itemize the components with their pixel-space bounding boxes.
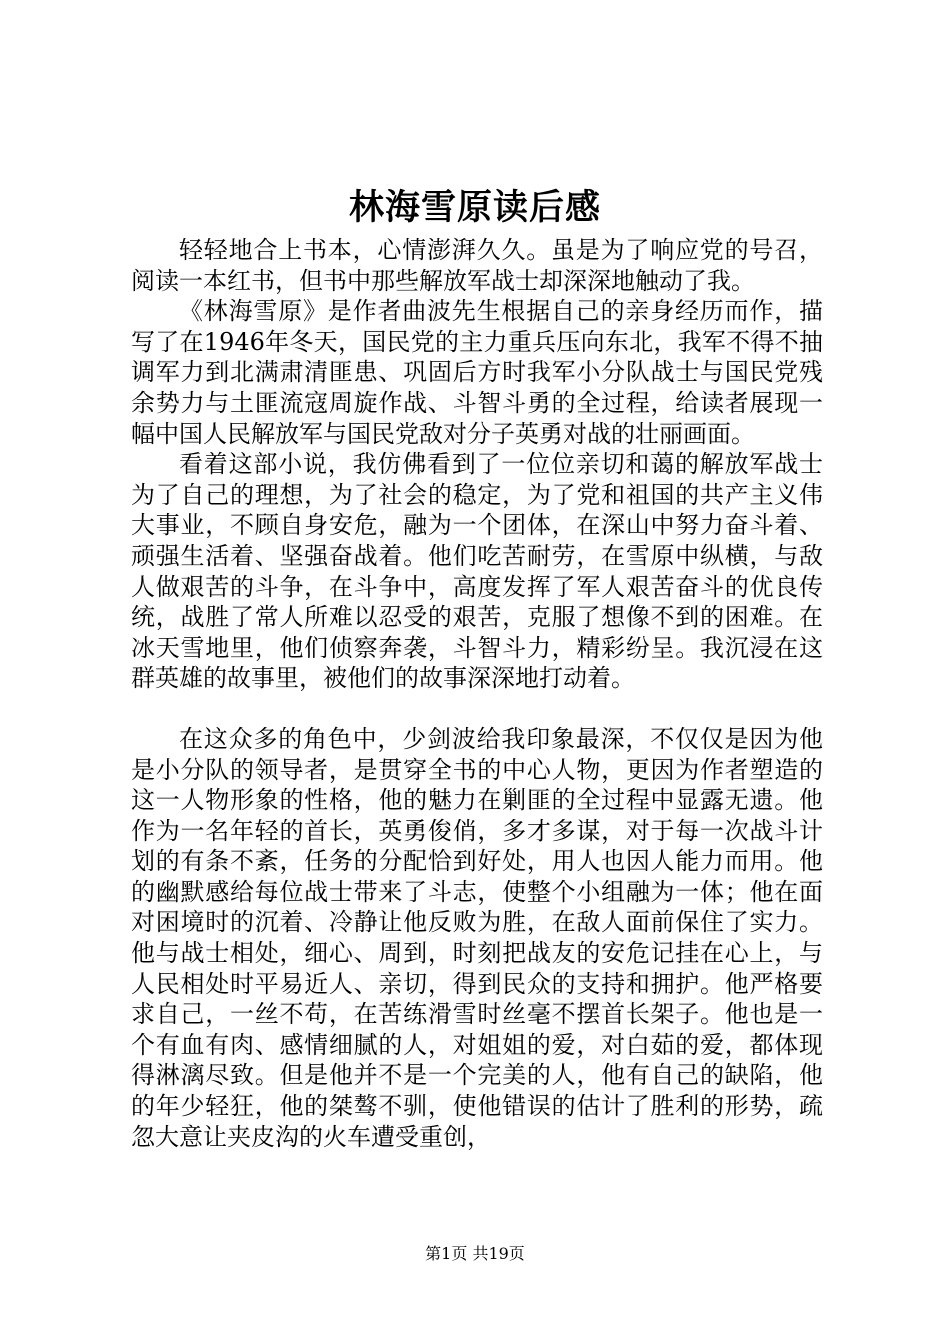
paragraph-2: 《林海雪原》是作者曲波先生根据自己的亲身经历而作，描写了在1946年冬天，国民党的主力重兵压向东北，我军不得不抽调军力到北满肃清匪患、巩固后方时我军小分队战士与国民党残余势力与土匪流寇周旋作战、斗智斗勇的全过程，给读者展现一幅中国人民解放军与国民党敌对分子英勇对战的壮丽画面。: [131, 297, 823, 448]
paragraph-1: 轻轻地合上书本，心情澎湃久久。虽是为了响应党的号召，阅读一本红书，但书中那些解放军战士却深深地触动了我。: [131, 236, 823, 295]
paragraph-4: 在这众多的角色中，少剑波给我印象最深，不仅仅是因为他是小分队的领导者，是贯穿全书的中心人物，更因为作者塑造的这一人物形象的性格，他的魅力在剿匪的全过程中显露无遗。他作为一名年轻的首长，英勇俊俏，多才多谋，对于每一次战斗计划的有条不紊，任务的分配恰到好处，用人也因人能力而用。他的幽默感给每位战士带来了斗志，使整个小组融为一体；他在面对困境时的沉着、冷静让他反败为胜，在敌人面前保住了实力。他与战士相处，细心、周到，时刻把战友的安危记挂在心上，与人民相处时平易近人、亲切，得到民众的支持和拥护。他严格要求自己，一丝不苟，在苦练滑雪时丝毫不摆首长架子。他也是一个有血有肉、感情细腻的人，对姐姐的爱，对白茹的爱，都体现得淋漓尽致。但是他并不是一个完美的人，他有自己的缺陷，他的年少轻狂，他的桀骜不驯，使他错误的估计了胜利的形势，疏忽大意让夹皮沟的火车遭受重创，: [131, 724, 823, 1151]
document-title: 林海雪原读后感: [348, 187, 601, 228]
page-footer: 第1页 共19页: [425, 1244, 525, 1263]
document-body: [131, 235, 823, 1152]
paragraph-3: 看着这部小说，我仿佛看到了一位位亲切和蔼的解放军战士为了自己的理想，为了社会的稳定，为了党和祖国的共产主义伟大事业，不顾自身安危，融为一个团体，在深山中努力奋斗着、顽强生活着、坚强奋战着。他们吃苦耐劳，在雪原中纵横，与敌人做艰苦的斗争，在斗争中，高度发挥了军人艰苦奋斗的优良传统，战胜了常人所难以忍受的艰苦，克服了想像不到的困难。在冰天雪地里，他们侦察奔袭，斗智斗力，精彩纷呈。我沉浸在这群英雄的故事里，被他们的故事深深地打动着。: [131, 450, 823, 693]
